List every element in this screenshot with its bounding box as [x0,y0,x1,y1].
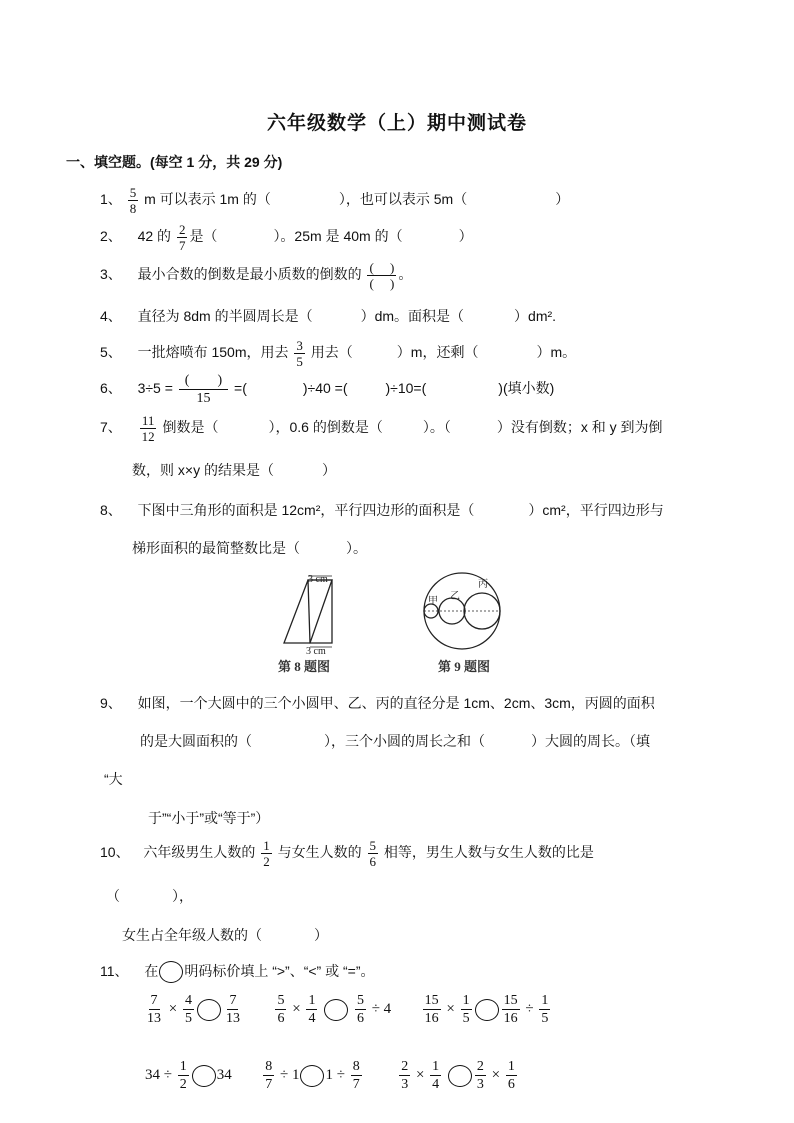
fraction: $\frac{1}{4}$ [308,993,316,1026]
answer-fraction[interactable]: $\frac{( )}{( )}$ [369,260,395,291]
question-10-line2 [106,886,193,906]
question-text: ）。（ [422,419,451,436]
label-jia: 甲 [428,596,438,607]
question-text: ）。25m 是 40m 的（ [273,228,403,245]
question-text: ），也可以表示 5m（ [338,191,468,208]
dividend-term: 34 ÷ [145,1066,172,1083]
question-text: 的是大圆面积的（ [140,733,252,749]
fraction: $\frac{2}{3}$ [401,1059,409,1092]
compare-term: 34 [216,1066,232,1083]
compare-row-1 [143,992,552,1027]
fraction: $\frac{2}{3}$ [476,1059,484,1092]
fraction: $\frac{15}{16}$ [424,993,439,1026]
question-number: 8、 [100,502,122,518]
dim-label-bottom: 3 cm [306,646,326,657]
fraction: $\frac{8}{7}$ [265,1059,273,1092]
question-number: 4、 [100,308,122,324]
question-number: 1、 [100,191,122,208]
question-text: 。 [398,266,413,283]
question-text: )(填小数) [498,380,555,397]
fraction: $\frac{7}{13}$ [147,993,161,1026]
compare-item [145,1059,235,1092]
question-number: 6、 [100,380,122,397]
compare-item [273,993,394,1026]
question-text: 直径为 8dm 的半圆周长是（ [137,308,313,324]
compare-item [397,1059,519,1092]
fraction: $\frac{15}{16}$ [503,993,518,1026]
question-3 [100,260,412,291]
question-text: =( [234,380,247,397]
question-number: 5、 [100,344,122,361]
times-sign: × [415,1066,425,1083]
fraction: $\frac{2}{7}$ [178,222,186,253]
compare-circle[interactable] [300,1065,324,1087]
question-text: 42 的 [137,228,172,245]
question-text: ）dm。面积是（ [360,308,465,324]
fraction: $\frac{4}{5}$ [184,993,192,1026]
question-5 [100,338,576,369]
times-sign: × [446,1000,455,1017]
question-1 [100,185,569,216]
question-text: 相等，男生人数与女生人数的比是 [383,844,594,861]
compare-item [143,993,248,1026]
question-text: 明码标价填上 “>”、“<” 或 “=”。 [184,963,375,979]
question-text: ） [321,462,336,478]
page-title: 六年级数学（上）期中测试卷 [266,112,527,134]
question-text: ）没有倒数；x 和 y 到为倒 [496,419,663,436]
fraction: $\frac{1}{5}$ [541,993,549,1026]
label-bing: 丙 [478,579,488,590]
figure-caption: 第 8 题图 [278,659,331,674]
question-text: 最小合数的倒数是最小质数的倒数的 [137,266,362,283]
question-text: 女生占全年级人数的（ [122,927,262,943]
question-number: 3、 [100,266,122,283]
fraction: $\frac{5}{8}$ [129,185,137,216]
fraction: $\frac{5}{6}$ [369,838,377,869]
answer-fraction[interactable]: $\frac{( )}{15}$ [179,372,228,407]
question-text: 一批熔喷布 150m，用去 [137,344,289,361]
question-6 [100,372,554,407]
question-text: ）， [172,888,193,904]
compare-circle[interactable] [192,1065,216,1087]
question-text: ）。 [346,540,367,556]
question-7 [100,413,663,444]
question-text: （ [106,888,120,904]
question-9 [100,693,655,713]
question-number: 11、 [100,963,129,979]
fraction: $\frac{1}{4}$ [432,1059,440,1092]
question-text: ），0.6 的倒数是（ [268,419,383,436]
compare-item [261,1059,367,1092]
question-9-line4: 于”“小于”或“等于”） [148,810,270,826]
compare-circle[interactable] [475,999,499,1021]
fraction: $\frac{5}{6}$ [356,993,364,1026]
question-9-line3: “大 [104,771,123,787]
question-4 [100,306,556,326]
fraction: $\frac{1}{6}$ [507,1059,515,1092]
figure-caption: 第 9 题图 [438,659,491,674]
divide-term: 1 ÷ [325,1066,345,1083]
circle-icon [159,961,183,983]
fraction: $\frac{1}{2}$ [263,838,270,869]
question-text: ），三个小圆的周长之和（ [324,733,485,749]
question-8 [100,500,664,520]
question-text: 六年级男生人数的 [143,844,256,861]
question-text: 如图，一个大圆中的三个小圆甲、乙、丙的直径分是 1cm、2cm、3cm，丙圆的面积 [137,695,655,711]
fraction: $\frac{1}{2}$ [179,1059,187,1092]
question-text: ）m，还剩（ [396,344,479,361]
figure-9 [420,566,520,678]
question-text: )÷10=( [385,380,427,397]
question-number: 7、 [100,419,122,436]
fraction: $\frac{8}{7}$ [352,1059,360,1092]
fraction: $\frac{3}{5}$ [296,338,303,369]
question-text: ） [314,927,328,943]
divide-term: ÷ 1 [279,1066,300,1083]
question-10-line3 [122,925,328,945]
question-text: 是（ [189,228,218,245]
times-sign: × [491,1066,501,1083]
dim-label-top: 3 cm [308,574,328,585]
question-text: 在 [144,963,159,979]
compare-circle[interactable] [448,1065,472,1087]
question-10 [100,838,594,869]
compare-circle[interactable] [197,999,221,1021]
question-text: ） [458,228,473,245]
section-heading: 一、填空题。(每空 1 分，共 29 分) [66,154,283,170]
question-text: ）m。 [536,344,577,361]
question-text: 数，则 x×y 的结果是（ [132,462,274,478]
fraction: $\frac{7}{13}$ [225,993,240,1026]
question-text: 与女生人数的 [277,844,362,861]
times-sign: × [292,1000,301,1017]
fraction: $\frac{5}{6}$ [277,993,285,1026]
label-yi: 乙 [450,591,460,602]
fraction: $\frac{11}{12}$ [141,413,155,444]
question-text: 倒数是（ [162,419,219,436]
question-text: )÷40 =( [302,380,348,397]
question-text: ） [555,191,570,208]
question-text: ）dm². [514,308,557,324]
question-9-line2 [140,731,650,751]
question-text: m 可以表示 1m 的（ [144,191,271,208]
question-text: ）cm²，平行四边形与 [528,502,664,518]
compare-circle[interactable] [324,999,348,1021]
question-text: ）大圆的周长。（填 [531,733,650,749]
times-sign: × [168,1000,178,1017]
divide-sign: ÷ [525,1000,534,1017]
question-text: 用去（ [310,344,353,361]
question-text: 下图中三角形的面积是 12cm²，平行四边形的面积是（ [137,502,475,518]
fraction: $\frac{1}{5}$ [462,993,470,1026]
question-number: 9、 [100,695,122,711]
figure-8 [270,568,370,678]
question-text: 梯形面积的最简整数比是（ [132,540,300,556]
compare-item [421,993,553,1026]
question-7-line2 [132,460,336,480]
question-2 [100,222,473,253]
question-text: 3÷5 = [137,380,173,397]
question-8-line2 [132,538,367,558]
question-number: 10、 [100,844,130,861]
compare-row-2 [145,1058,519,1093]
question-11 [100,961,375,983]
divide-term: ÷ 4 [371,1000,392,1017]
question-number: 2、 [100,228,122,245]
